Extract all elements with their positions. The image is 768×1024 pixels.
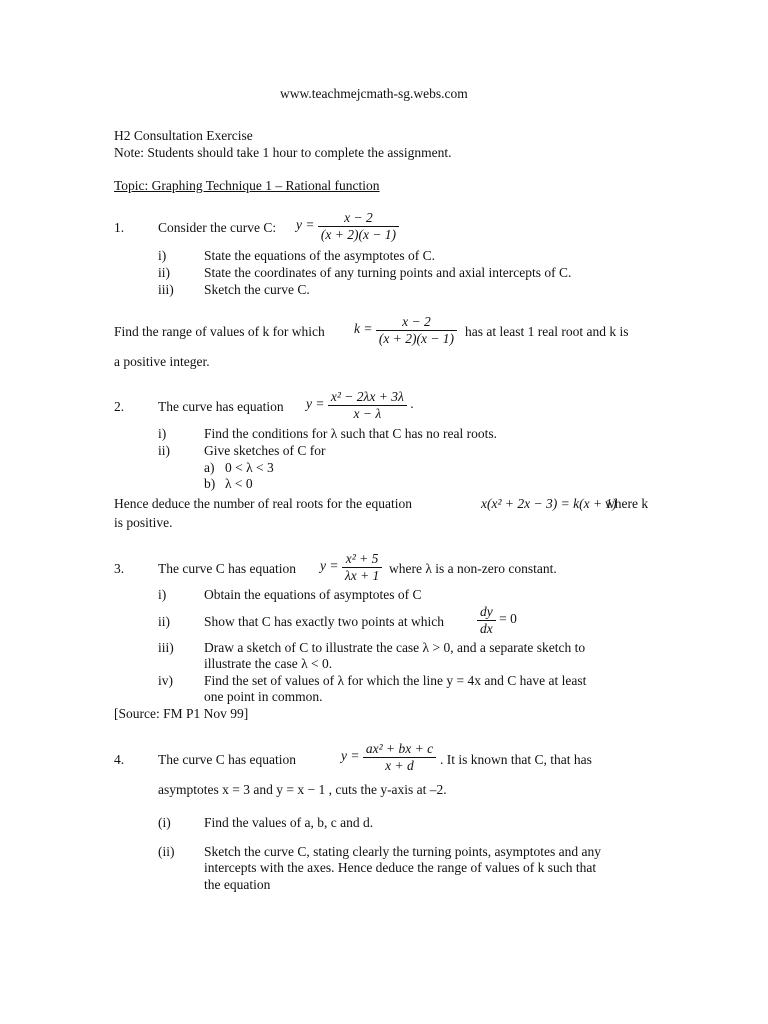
q2-deduce-equation: x(x² + 2x − 3) = k(x + 1) [481, 496, 617, 511]
q3-source: [Source: FM P1 Nov 99] [114, 706, 249, 721]
q3-derivative [477, 604, 517, 636]
q3-part-ii-text: Show that C has exactly two points at which [204, 614, 444, 629]
q4-part-ii-cont1: intercepts with the axes. Hence deduce the range of values of k such that [204, 860, 597, 875]
q3-frac-den: λx + 1 [342, 567, 382, 584]
q2-stem: The curve has equation [158, 399, 284, 414]
q2-part-i-label: i) [158, 426, 167, 441]
q2-subpart-b-text: λ < 0 [225, 476, 253, 491]
q4-fraction [363, 741, 436, 773]
q2-subpart-b-label: b) [204, 476, 216, 491]
q1-follow-frac-den: (x + 2)(x − 1) [376, 330, 457, 347]
q3-part-iv-text: Find the set of values of λ for which the line y = 4x and C have at least [204, 673, 587, 688]
q3-part-iii-cont: illustrate the case λ < 0. [204, 656, 333, 671]
q4-part-ii-cont2: the equation [204, 877, 271, 892]
q2-deduce-b: where k [605, 496, 649, 511]
q3-part-iv-label: iv) [158, 673, 173, 688]
q4-equation [341, 741, 436, 773]
q1-fraction [318, 210, 399, 242]
q2-subpart-a-label: a) [204, 460, 215, 475]
q3-number: 3. [114, 561, 125, 576]
q3-part-ii-label: ii) [158, 614, 170, 629]
q1-follow-equation [354, 314, 457, 346]
q2-subpart-a-text: 0 < λ < 3 [225, 460, 274, 475]
q3-stem-end: where λ is a non-zero constant. [389, 561, 557, 576]
q2-eq-lhs: y = [306, 396, 325, 412]
q1-part-i-label: i) [158, 248, 167, 263]
q2-frac-num: x² − 2λx + 3λ [330, 389, 404, 404]
q1-part-ii-text: State the coordinates of any turning points and axial intercepts of C. [204, 265, 572, 280]
exercise-note: Note: Students should take 1 hour to complete the assignment. [114, 145, 452, 160]
q3-deriv-den: dx [477, 620, 496, 637]
q1-frac-num: x − 2 [344, 210, 373, 225]
q2-deduce-a: Hence deduce the number of real roots for the equation [114, 496, 413, 511]
q4-eq-lhs: y = [341, 748, 360, 764]
q4-frac-num: ax² + bx + c [365, 741, 434, 756]
q1-part-iii-label: iii) [158, 282, 174, 297]
q2-frac-den: x − λ [328, 405, 407, 422]
q2-part-i-text: Find the conditions for λ such that C has no real roots. [204, 426, 498, 441]
q4-line2: asymptotes x = 3 and y = x − 1 , cuts the y-axis at –2. [158, 782, 447, 797]
q2-deduce-c: is positive. [114, 515, 173, 530]
q4-frac-den: x + d [363, 757, 436, 774]
q2-part-ii-text: Give sketches of C for [204, 443, 326, 458]
q3-deriv-end: = 0 [499, 611, 517, 627]
header-url: www.teachmejcmath-sg.webs.com [280, 86, 468, 101]
q1-stem: Consider the curve C: [158, 220, 277, 235]
q3-part-iv-cont: one point in common. [204, 689, 323, 704]
q2-fraction [328, 389, 407, 421]
q3-equation [320, 551, 382, 583]
q1-frac-den: (x + 2)(x − 1) [318, 226, 399, 243]
q4-stem: The curve C has equation [158, 752, 296, 767]
q1-part-i-text: State the equations of the asymptotes of C. [204, 248, 435, 263]
q3-part-i-text: Obtain the equations of asymptotes of C [204, 587, 422, 602]
q4-stem-end: . It is known that C, that has [440, 752, 592, 767]
q2-part-ii-label: ii) [158, 443, 170, 458]
q2-eq-end: . [410, 396, 414, 412]
q1-follow-lhs: k = [354, 321, 373, 337]
q2-equation [306, 389, 414, 421]
q4-part-ii-label: (ii) [158, 844, 175, 859]
q1-follow-fraction [376, 314, 457, 346]
q4-part-i-text: Find the values of a, b, c and d. [204, 815, 374, 830]
q3-deriv-num: dy [480, 604, 493, 619]
q1-part-ii-label: ii) [158, 265, 170, 280]
q3-part-iii-label: iii) [158, 640, 174, 655]
q3-part-i-label: i) [158, 587, 167, 602]
q1-eq-lhs: y = [296, 217, 315, 233]
q1-follow-a: Find the range of values of k for which [114, 324, 325, 339]
q1-part-iii-text: Sketch the curve C. [204, 282, 310, 297]
q1-follow-c: a positive integer. [114, 354, 210, 369]
q2-number: 2. [114, 399, 125, 414]
exercise-title: H2 Consultation Exercise [114, 128, 253, 143]
topic-line: Topic: Graphing Technique 1 – Rational function [114, 178, 380, 193]
q4-number: 4. [114, 752, 125, 767]
q3-eq-lhs: y = [320, 558, 339, 574]
q1-equation [296, 210, 399, 242]
q3-frac-num: x² + 5 [345, 551, 379, 566]
q1-follow-b: has at least 1 real root and k is [465, 324, 629, 339]
q3-part-iii-text: Draw a sketch of C to illustrate the case λ > 0, and a separate sketch to [204, 640, 586, 655]
q4-part-ii-text: Sketch the curve C, stating clearly the turning points, asymptotes and any [204, 844, 602, 859]
q1-follow-frac-num: x − 2 [402, 314, 431, 329]
q3-stem: The curve C has equation [158, 561, 296, 576]
q4-part-i-label: (i) [158, 815, 171, 830]
q3-fraction [342, 551, 382, 583]
q3-deriv-fraction [477, 604, 496, 636]
q1-number: 1. [114, 220, 125, 235]
